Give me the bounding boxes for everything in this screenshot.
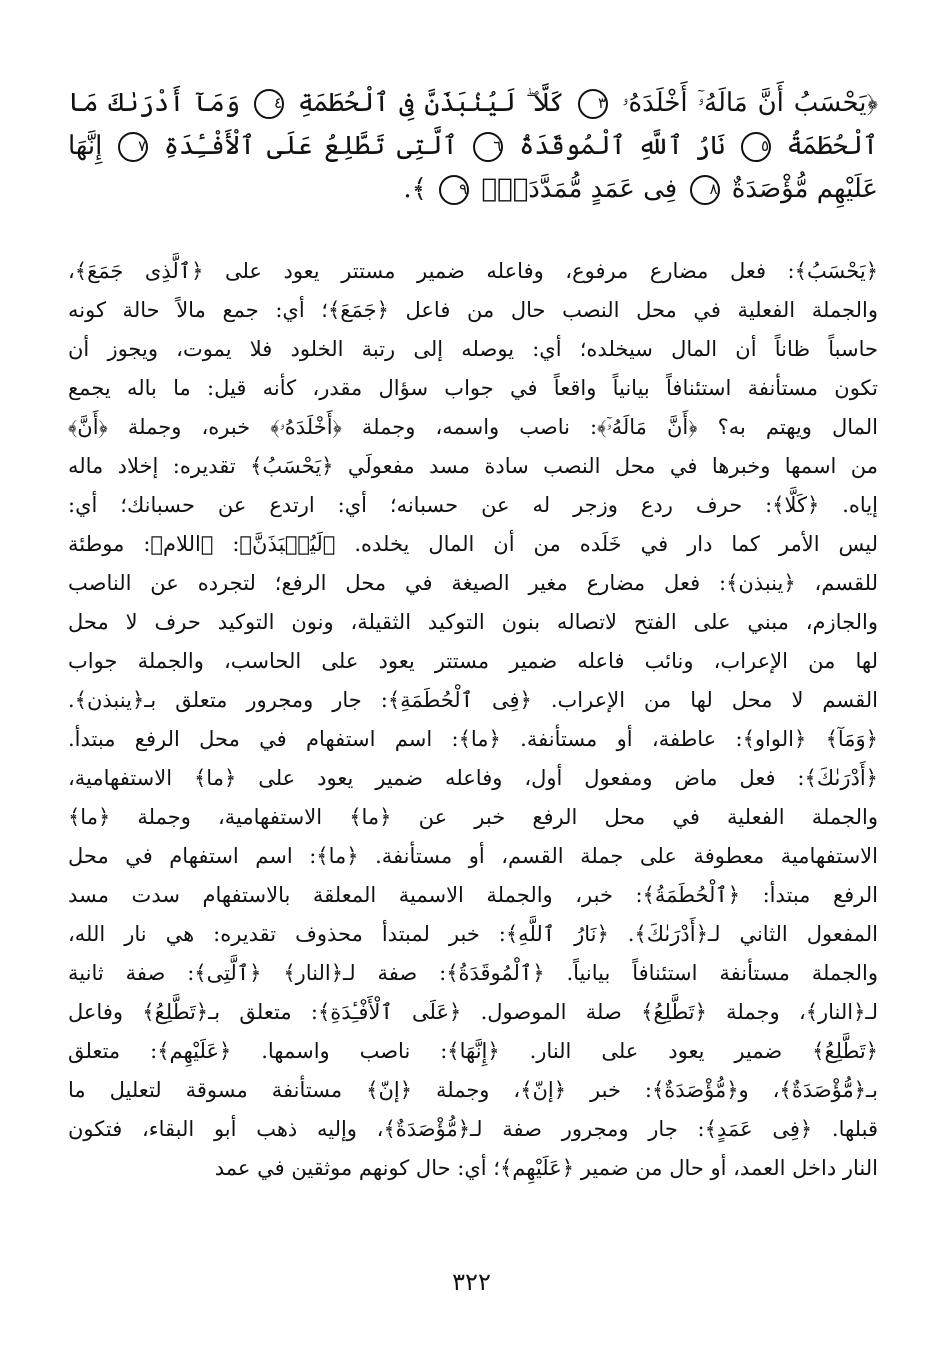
verse-text: فِى عَمَدٍ مُّمَدَّدَةٍۭ	[481, 174, 678, 204]
commentary-line: والجملة الفعلية في محل النصب حال من فاعل ﴿جَمَعَ﴾؛ أي: جمع مالاً حالة كونه	[68, 298, 878, 322]
commentary-line: والجازم، مبني على الفتح لاتصاله بنون التوكيد الثقيلة، ونون التوكيد حرف لا محل	[68, 610, 878, 634]
commentary-line: ﴿يَحْسَبُ﴾: فعل مضارع مرفوع، وفاعله ضمير مستتر يعود على ﴿ٱلَّذِى جَمَعَ﴾،	[68, 259, 878, 283]
ayah-number-marker: ٤	[254, 89, 284, 119]
commentary-line: والجملة مستأنفة استئنافاً بيانياً. ﴿ٱلْمُوقَدَةُ﴾: صفة لـ﴿النار﴾ ﴿ٱلَّتِى﴾: صفة ثانية	[68, 961, 878, 985]
verse-text: إِنَّهَا عَلَيْهِم مُّؤْصَدَةٌ	[68, 131, 878, 204]
commentary-line: إياه. ﴿كَلَّا﴾: حرف ردع وزجر له عن حسبانه؛ أي: ارتدع عن حسبانك؛ أي:	[68, 493, 878, 517]
commentary-line: القسم لا محل لها من الإعراب. ﴿فِى ٱلْحُطَمَةِ﴾: جار ومجرور متعلق بـ﴿ينبذن﴾.	[68, 688, 878, 712]
ayah-number-marker: ٧	[118, 132, 148, 162]
commentary-line: لها من الإعراب، ونائب فاعله ضمير مستتر يعود على الحاسب، والجملة جواب	[68, 649, 878, 673]
commentary-line: للقسم، ﴿ينبذن﴾: فعل مضارع مغير الصيغة في محل الرفع؛ لتجرده عن الناصب	[68, 571, 878, 595]
commentary-line: تكون مستأنفة استئنافاً بيانياً واقعاً في جواب سؤال مقدر، كأنه قيل: ما باله يجمع	[68, 376, 878, 400]
page-number: ٣٢٢	[452, 1268, 491, 1296]
commentary-line: الاستفهامية معطوفة على جملة القسم، أو مستأنفة. ﴿ما﴾: اسم استفهام في محل	[68, 844, 878, 868]
commentary-line: حاسباً ظاناً أن المال سيخلده؛ أي: يوصله إلى رتبة الخلود فلا يموت، ويجوز أن	[68, 337, 878, 361]
grammatical-commentary	[68, 252, 878, 1188]
verse-text: كَلَّا ۖ لَيُنۢبَذَنَّ فِى ٱلْحُطَمَةِ	[297, 88, 565, 118]
verse-close-bracket: ﴾.	[403, 174, 427, 204]
commentary-line: المفعول الثاني لـ﴿أَدْرَىٰكَ﴾. ﴿نَارُ ٱللَّهِ﴾: خبر لمبتدأ محذوف تقديره: هي نار الله،	[68, 922, 878, 946]
ayah-number-marker: ٥	[741, 132, 771, 162]
commentary-line: المال ويهتم به؟ ﴿أَنَّ مَالَهُۥٓ﴾: ناصب واسمه، وجملة ﴿أَخْلَدَهُۥ﴾ خبره، وجملة ﴿أَنَّ﴾	[68, 415, 878, 439]
verse-text: ﴿يَحْسَبُ أَنَّ مَالَهُۥٓ أَخْلَدَهُۥ	[621, 88, 879, 118]
commentary-line: النار داخل العمد، أو حال من ضمير ﴿عَلَيْهِم﴾؛ أي: حال كونهم موثقين في عمد	[214, 1156, 878, 1180]
ayah-number-marker: ٣	[578, 89, 608, 119]
commentary-line: ليس الأمر كما دار في خَلَده من أن المال يخلده. ﴿لَيُنۢبَذَنَّ﴾: ﴿اللام﴾: موطئة	[68, 532, 878, 556]
commentary-line: ﴿وَمَآ﴾ ﴿الواو﴾: عاطفة، أو مستأنفة. ﴿ما﴾: اسم استفهام في محل الرفع مبتدأ.	[68, 727, 878, 751]
commentary-line: الرفع مبتدأ: ﴿ٱلْحُطَمَةُ﴾: خبر، والجملة الاسمية المعلقة بالاستفهام سدت مسد	[68, 883, 878, 907]
commentary-line: ﴿تَطَّلِعُ﴾ ضمير يعود على النار. ﴿إِنَّهَا﴾: ناصب واسمها. ﴿عَلَيْهِم﴾: متعلق	[68, 1039, 878, 1063]
quran-verses	[68, 82, 878, 211]
verse-text: ٱلَّتِى تَطَّلِعُ عَلَى ٱلْأَفْـِٔدَةِ	[163, 131, 458, 161]
commentary-line: بـ﴿مُّؤْصَدَةٌ﴾، و﴿مُّؤْصَدَةٌ﴾: خبر ﴿إنّ﴾، وجملة ﴿إنّ﴾ مستأنفة مسوقة لتعليل ما	[68, 1078, 878, 1102]
verse-text: نَارُ ٱللَّهِ ٱلْمُوقَدَةُ	[519, 131, 726, 161]
commentary-line: والجملة الفعلية في محل الرفع خبر عن ﴿ما﴾ الاستفهامية، وجملة ﴿ما﴾	[68, 805, 878, 829]
ayah-number-marker: ٨	[690, 175, 720, 205]
ayah-number-marker: ٦	[473, 132, 503, 162]
verse-text: وَمَآ أَدْرَىٰكَ مَا ٱلْحُطَمَةُ	[68, 88, 879, 161]
ayah-number-marker: ٩	[439, 175, 469, 205]
commentary-line: قبلها. ﴿فِى عَمَدٍ﴾: جار ومجرور صفة لـ﴿مُّؤْصَدَةٌ﴾، وإليه ذهب أبو البقاء، فتكون	[68, 1117, 878, 1141]
commentary-line: ﴿أَدْرَىٰكَ﴾: فعل ماض ومفعول أول، وفاعله ضمير يعود على ﴿ما﴾ الاستفهامية،	[68, 766, 878, 790]
commentary-line: من اسمها وخبرها في محل النصب سادة مسد مفعولَي ﴿يَحْسَبُ﴾ تقديره: إخلاد ماله	[68, 454, 878, 478]
commentary-line: لـ﴿النار﴾، وجملة ﴿تَطَّلِعُ﴾ صلة الموصول. ﴿عَلَى ٱلْأَفْـِٔدَةِ﴾: متعلق بـ﴿تَطَّلِعُ﴾ وفاعل	[68, 1000, 878, 1024]
